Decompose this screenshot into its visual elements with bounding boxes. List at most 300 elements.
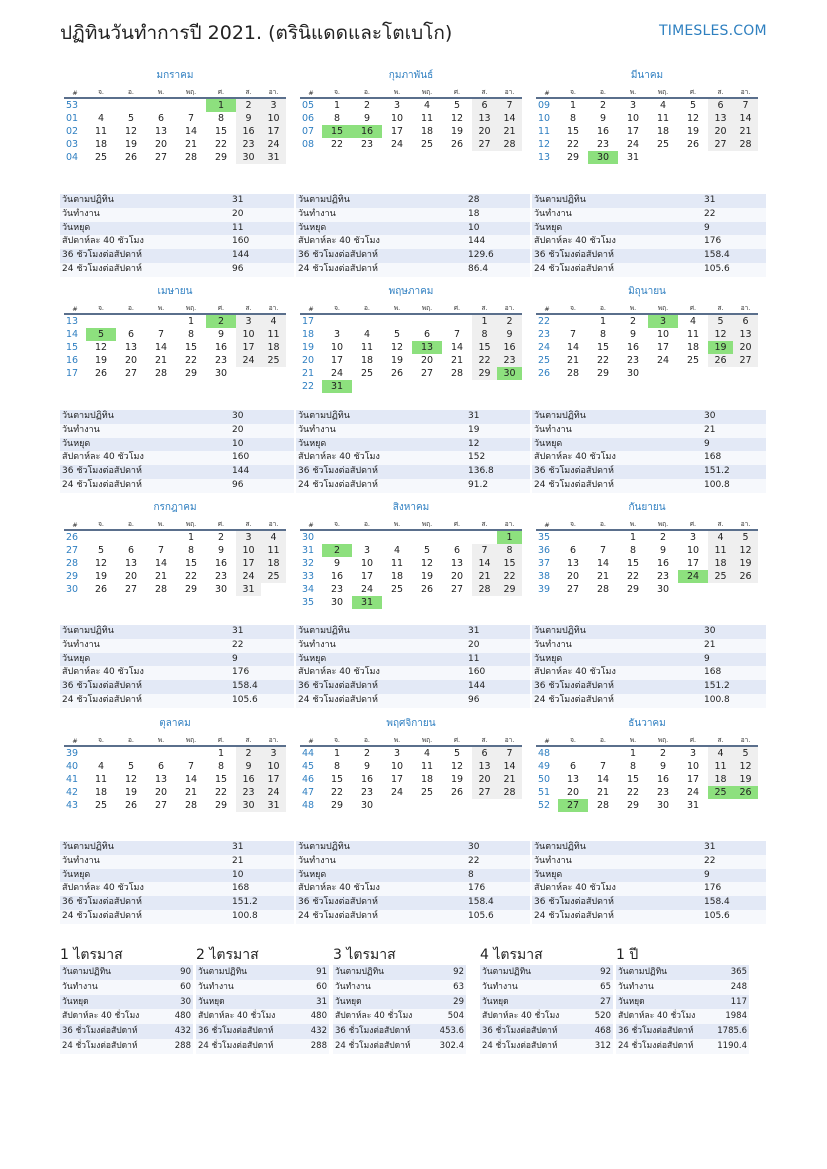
day-cell — [678, 367, 708, 380]
weekday-header: ศ. — [206, 517, 236, 530]
day-cell: 2 — [236, 98, 261, 112]
month-stats — [532, 410, 766, 493]
stat-label: 36 ชั่วโมงต่อสัปดาห์ — [296, 465, 466, 479]
day-cell — [382, 314, 412, 328]
month-stats — [60, 625, 294, 708]
day-cell: 19 — [124, 139, 138, 150]
week-row — [300, 557, 522, 570]
stat-label: วันทำงาน — [196, 980, 295, 995]
stat-label: วันทำงาน — [296, 639, 466, 653]
stat-label: วันหยุด — [60, 438, 230, 452]
day-cell: 2 — [206, 314, 236, 328]
calendar-grid — [300, 301, 522, 393]
stat-value: 168 — [702, 451, 766, 465]
stat-label: วันหยุด — [532, 438, 702, 452]
week-row — [300, 354, 522, 367]
stat-value: 9 — [702, 438, 766, 452]
week-row — [300, 328, 522, 341]
month-calendar — [300, 501, 522, 609]
week-row — [300, 760, 522, 773]
day-cell: 22 — [214, 139, 228, 150]
week-number: 26 — [66, 532, 79, 543]
stat-value: 8 — [466, 869, 530, 883]
day-cell: 6 — [569, 545, 577, 556]
weekday-header: พ. — [382, 85, 412, 98]
stat-label: วันทำงาน — [296, 855, 466, 869]
day-cell: 4 — [659, 100, 667, 111]
month-stats — [296, 410, 530, 493]
weekday-header: พฤ. — [648, 301, 678, 314]
stat-value: 20 — [230, 208, 294, 222]
weekday-header: จ. — [322, 85, 352, 98]
calendar-grid — [536, 301, 758, 380]
day-cell: 18 — [420, 774, 434, 785]
day-cell: 14 — [184, 126, 198, 137]
stat-value: 158.4 — [466, 896, 530, 910]
month-calendar — [64, 285, 286, 380]
day-cell: 17 — [686, 558, 700, 569]
weekday-header: จ. — [322, 733, 352, 746]
week-row — [536, 354, 758, 367]
stat-value: 18 — [466, 208, 530, 222]
day-cell: 23 — [236, 138, 261, 151]
day-cell: 11 — [656, 113, 670, 124]
day-cell: 11 — [686, 329, 700, 340]
day-cell: 16 — [626, 342, 640, 353]
day-cell: 29 — [472, 367, 497, 380]
day-cell: 16 — [656, 774, 670, 785]
day-cell: 5 — [733, 530, 758, 544]
week-number: 37 — [538, 558, 551, 569]
month-name: มีนาคม — [630, 70, 664, 81]
day-cell: 9 — [333, 558, 341, 569]
day-cell: 28 — [472, 583, 497, 596]
stat-value: 92 — [432, 965, 466, 980]
stat-label: สัปดาห์ละ 40 ชั่วโมง — [296, 451, 466, 465]
stat-value: 117 — [715, 995, 749, 1010]
day-cell — [442, 380, 472, 393]
stat-value: 31 — [702, 841, 766, 855]
day-cell: 9 — [363, 761, 371, 772]
day-cell — [236, 367, 261, 380]
weekday-header: ส. — [236, 85, 261, 98]
day-cell: 7 — [497, 98, 522, 112]
day-cell: 11 — [261, 328, 286, 341]
day-cell: 21 — [472, 570, 497, 583]
day-cell: 3 — [363, 545, 371, 556]
day-cell: 11 — [708, 544, 733, 557]
day-cell: 15 — [472, 341, 497, 354]
day-cell: 13 — [124, 342, 138, 353]
day-cell: 28 — [596, 800, 610, 811]
day-cell: 9 — [599, 113, 607, 124]
day-cell: 22 — [330, 139, 344, 150]
day-cell: 28 — [450, 368, 464, 379]
week-number: 39 — [538, 584, 551, 595]
day-cell: 13 — [472, 112, 497, 125]
day-cell: 20 — [566, 787, 580, 798]
day-cell: 19 — [733, 773, 758, 786]
day-cell: 2 — [217, 532, 225, 543]
day-cell: 18 — [708, 773, 733, 786]
day-cell: 17 — [261, 125, 286, 138]
stat-label: วันทำงาน — [60, 208, 230, 222]
stat-value: 19 — [466, 424, 530, 438]
week-row — [300, 380, 522, 393]
day-cell: 18 — [261, 557, 286, 570]
stat-value: 10 — [466, 222, 530, 236]
day-cell: 6 — [157, 113, 165, 124]
month-name: กันยายน — [628, 502, 666, 513]
day-cell: 27 — [566, 584, 580, 595]
month-calendar — [536, 501, 758, 596]
day-cell: 5 — [708, 314, 733, 328]
day-cell: 30 — [497, 367, 522, 380]
stat-value: 144 — [466, 235, 530, 249]
stat-label: 36 ชั่วโมงต่อสัปดาห์ — [60, 249, 230, 263]
weekday-header: ศ. — [442, 301, 472, 314]
day-cell: 10 — [261, 112, 286, 125]
stat-label: 36 ชั่วโมงต่อสัปดาห์ — [60, 680, 230, 694]
week-number: 04 — [66, 152, 79, 163]
day-cell: 12 — [124, 774, 138, 785]
weekday-header: พฤ. — [648, 733, 678, 746]
week-number: 52 — [538, 800, 551, 811]
day-cell: 20 — [472, 773, 497, 786]
day-cell: 30 — [588, 151, 618, 164]
week-row — [536, 341, 758, 354]
month-stats — [296, 841, 530, 924]
day-cell: 25 — [708, 786, 733, 799]
week-row — [300, 530, 522, 544]
stat-label: วันหยุด — [616, 995, 715, 1010]
week-number: 10 — [538, 113, 551, 124]
day-cell: 21 — [184, 139, 198, 150]
day-cell: 2 — [659, 748, 667, 759]
day-cell: 14 — [497, 760, 522, 773]
brand-link[interactable]: TIMESLES.COM — [659, 23, 767, 39]
day-cell: 28 — [154, 584, 168, 595]
day-cell: 1 — [599, 316, 607, 327]
week-row — [536, 125, 758, 138]
stat-value: 105.6 — [466, 910, 530, 924]
day-cell — [322, 314, 352, 328]
week-row — [300, 314, 522, 328]
day-cell: 4 — [97, 761, 105, 772]
week-row — [300, 746, 522, 760]
stat-value: 12 — [466, 438, 530, 452]
period-title: 1 ไตรมาส — [60, 947, 123, 963]
week-row — [536, 530, 758, 544]
month-calendar — [64, 717, 286, 812]
day-cell: 2 — [497, 314, 522, 328]
day-cell: 5 — [97, 545, 105, 556]
stat-label: สัปดาห์ละ 40 ชั่วโมง — [480, 1009, 579, 1024]
day-cell: 11 — [420, 761, 434, 772]
day-cell: 6 — [127, 545, 135, 556]
day-cell — [558, 530, 588, 544]
week-row — [300, 98, 522, 112]
day-cell: 12 — [94, 558, 108, 569]
weekday-header: จ. — [322, 301, 352, 314]
day-cell: 6 — [733, 314, 758, 328]
week-row — [300, 367, 522, 380]
day-cell: 17 — [261, 773, 286, 786]
day-cell: 7 — [157, 545, 165, 556]
stat-value: 144 — [230, 465, 294, 479]
day-cell: 10 — [261, 760, 286, 773]
day-cell: 2 — [363, 748, 371, 759]
week-row — [64, 354, 286, 367]
week-number: 08 — [302, 139, 315, 150]
week-number: 27 — [66, 545, 79, 556]
week-number: 20 — [302, 355, 315, 366]
month-name: พฤศจิกายน — [386, 718, 436, 729]
stat-value: 10 — [230, 438, 294, 452]
week-number: 11 — [538, 126, 551, 137]
day-cell — [146, 314, 176, 328]
weekday-header: # — [536, 733, 558, 746]
day-cell: 13 — [733, 328, 758, 341]
day-cell: 27 — [450, 584, 464, 595]
week-number: 06 — [302, 113, 315, 124]
day-cell: 28 — [154, 368, 168, 379]
day-cell: 6 — [708, 98, 733, 112]
weekday-header: พ. — [618, 517, 648, 530]
stat-value: 176 — [702, 882, 766, 896]
day-cell: 15 — [214, 126, 228, 137]
day-cell: 25 — [94, 152, 108, 163]
day-cell: 27 — [472, 786, 497, 799]
day-cell — [86, 314, 116, 328]
day-cell: 23 — [596, 139, 610, 150]
weekday-header: # — [64, 85, 86, 98]
day-cell: 10 — [686, 761, 700, 772]
day-cell: 22 — [497, 570, 522, 583]
stat-label: 36 ชั่วโมงต่อสัปดาห์ — [296, 680, 466, 694]
stat-value: 31 — [295, 995, 329, 1010]
day-cell: 23 — [330, 584, 344, 595]
day-cell: 1 — [472, 314, 497, 328]
day-cell: 13 — [124, 558, 138, 569]
weekday-header: ศ. — [442, 85, 472, 98]
day-cell: 18 — [360, 355, 374, 366]
day-cell: 12 — [420, 558, 434, 569]
day-cell: 28 — [184, 152, 198, 163]
day-cell: 26 — [733, 786, 758, 799]
day-cell — [322, 530, 352, 544]
day-cell: 18 — [261, 341, 286, 354]
day-cell: 1 — [629, 532, 637, 543]
stat-value: 105.6 — [702, 263, 766, 277]
day-cell — [588, 530, 618, 544]
day-cell — [472, 799, 497, 812]
stat-value: 30 — [159, 995, 193, 1010]
weekday-header: อา. — [497, 85, 522, 98]
period-stats — [60, 965, 193, 1054]
day-cell: 30 — [360, 800, 374, 811]
day-cell: 19 — [733, 557, 758, 570]
day-cell: 17 — [236, 341, 261, 354]
day-cell: 12 — [450, 113, 464, 124]
day-cell: 23 — [656, 787, 670, 798]
week-row — [536, 760, 758, 773]
weekday-header: ศ. — [206, 85, 236, 98]
day-cell: 8 — [472, 328, 497, 341]
weekday-header: จ. — [86, 517, 116, 530]
day-cell: 9 — [659, 545, 667, 556]
day-cell: 24 — [390, 139, 404, 150]
day-cell: 11 — [390, 558, 404, 569]
day-cell: 17 — [390, 126, 404, 137]
stat-value: 160 — [230, 451, 294, 465]
day-cell: 3 — [689, 748, 697, 759]
weekday-header: อา. — [733, 733, 758, 746]
stat-label: 36 ชั่วโมงต่อสัปดาห์ — [60, 465, 230, 479]
weekday-header: ศ. — [678, 517, 708, 530]
stat-value: 60 — [295, 980, 329, 995]
weekday-header: จ. — [86, 85, 116, 98]
weekday-header: พฤ. — [412, 85, 442, 98]
day-cell: 2 — [236, 746, 261, 760]
week-row — [64, 583, 286, 596]
stat-label: วันหยุด — [296, 869, 466, 883]
weekday-header: ศ. — [678, 301, 708, 314]
stat-value: 168 — [702, 666, 766, 680]
calendar-grid — [300, 85, 522, 151]
day-cell: 20 — [708, 125, 733, 138]
day-cell — [472, 596, 497, 609]
day-cell: 26 — [124, 152, 138, 163]
weekday-header: พ. — [146, 733, 176, 746]
stat-label: วันหยุด — [60, 995, 159, 1010]
day-cell: 21 — [596, 787, 610, 798]
day-cell: 14 — [497, 112, 522, 125]
week-row — [64, 341, 286, 354]
month-name: พฤษภาคม — [388, 286, 434, 297]
weekday-header: จ. — [558, 301, 588, 314]
week-row — [536, 786, 758, 799]
stat-label: วันทำงาน — [480, 980, 579, 995]
weekday-header: ส. — [472, 733, 497, 746]
stat-label: 24 ชั่วโมงต่อสัปดาห์ — [532, 479, 702, 493]
stat-label: 36 ชั่วโมงต่อสัปดาห์ — [296, 896, 466, 910]
week-number: 31 — [302, 545, 315, 556]
day-cell: 23 — [360, 787, 374, 798]
week-row — [300, 570, 522, 583]
week-number: 43 — [66, 800, 79, 811]
day-cell — [558, 314, 588, 328]
weekday-header: อ. — [116, 301, 146, 314]
day-cell: 17 — [686, 774, 700, 785]
week-number: 41 — [66, 774, 79, 785]
stat-label: สัปดาห์ละ 40 ชั่วโมง — [60, 666, 230, 680]
day-cell: 9 — [497, 328, 522, 341]
month-name: กุมภาพันธ์ — [388, 70, 434, 81]
stat-label: วันทำงาน — [616, 980, 715, 995]
week-number: 50 — [538, 774, 551, 785]
weekday-header: อา. — [733, 301, 758, 314]
stat-value: 90 — [159, 965, 193, 980]
day-cell: 1 — [217, 748, 225, 759]
stat-label: วันทำงาน — [532, 855, 702, 869]
day-cell: 24 — [390, 787, 404, 798]
calendar-grid — [536, 517, 758, 596]
day-cell: 1 — [333, 100, 341, 111]
calendar-grid — [64, 517, 286, 596]
day-cell: 30 — [236, 151, 261, 164]
day-cell: 8 — [217, 113, 225, 124]
day-cell: 1 — [569, 100, 577, 111]
day-cell: 20 — [566, 571, 580, 582]
day-cell: 24 — [360, 584, 374, 595]
stat-label: สัปดาห์ละ 40 ชั่วโมง — [333, 1009, 432, 1024]
week-number: 26 — [538, 368, 551, 379]
stat-label: 24 ชั่วโมงต่อสัปดาห์ — [60, 1039, 159, 1054]
day-cell: 25 — [420, 139, 434, 150]
week-number: 36 — [538, 545, 551, 556]
week-row — [536, 98, 758, 112]
week-number: 17 — [302, 316, 315, 327]
stat-label: 24 ชั่วโมงต่อสัปดาห์ — [60, 479, 230, 493]
period-stats — [333, 965, 466, 1054]
stat-value: 136.8 — [466, 465, 530, 479]
weekday-header: ส. — [236, 301, 261, 314]
weekday-header: อา. — [261, 301, 286, 314]
day-cell: 28 — [733, 138, 758, 151]
weekday-header: พฤ. — [648, 85, 678, 98]
day-cell — [116, 98, 146, 112]
day-cell: 31 — [322, 380, 352, 393]
period-summary — [196, 946, 329, 1054]
day-cell: 24 — [656, 355, 670, 366]
day-cell: 6 — [453, 545, 461, 556]
week-row — [536, 328, 758, 341]
week-row — [64, 570, 286, 583]
week-row — [536, 746, 758, 760]
day-cell: 28 — [566, 368, 580, 379]
day-cell: 1 — [206, 98, 236, 112]
week-number: 35 — [302, 597, 315, 608]
stat-value: 151.2 — [230, 896, 294, 910]
week-number: 44 — [302, 748, 315, 759]
calendar-grid — [536, 733, 758, 812]
day-cell: 14 — [184, 774, 198, 785]
weekday-header: # — [536, 517, 558, 530]
day-cell: 1 — [187, 316, 195, 327]
period-title: 2 ไตรมาส — [196, 947, 259, 963]
weekday-header: อ. — [352, 733, 382, 746]
day-cell: 16 — [236, 125, 261, 138]
day-cell: 28 — [497, 786, 522, 799]
day-cell: 31 — [236, 583, 261, 596]
day-cell: 9 — [363, 113, 371, 124]
stat-value: 432 — [295, 1024, 329, 1039]
day-cell: 5 — [127, 761, 135, 772]
day-cell: 24 — [678, 570, 708, 583]
stat-value: 21 — [702, 424, 766, 438]
day-cell: 5 — [86, 328, 116, 341]
stat-value: 480 — [159, 1009, 193, 1024]
week-number: 48 — [302, 800, 315, 811]
week-row — [64, 530, 286, 544]
day-cell: 4 — [261, 530, 286, 544]
day-cell — [708, 151, 733, 164]
weekday-header: พฤ. — [412, 733, 442, 746]
stat-value: 21 — [230, 855, 294, 869]
weekday-header: # — [300, 85, 322, 98]
stat-label: วันทำงาน — [532, 208, 702, 222]
